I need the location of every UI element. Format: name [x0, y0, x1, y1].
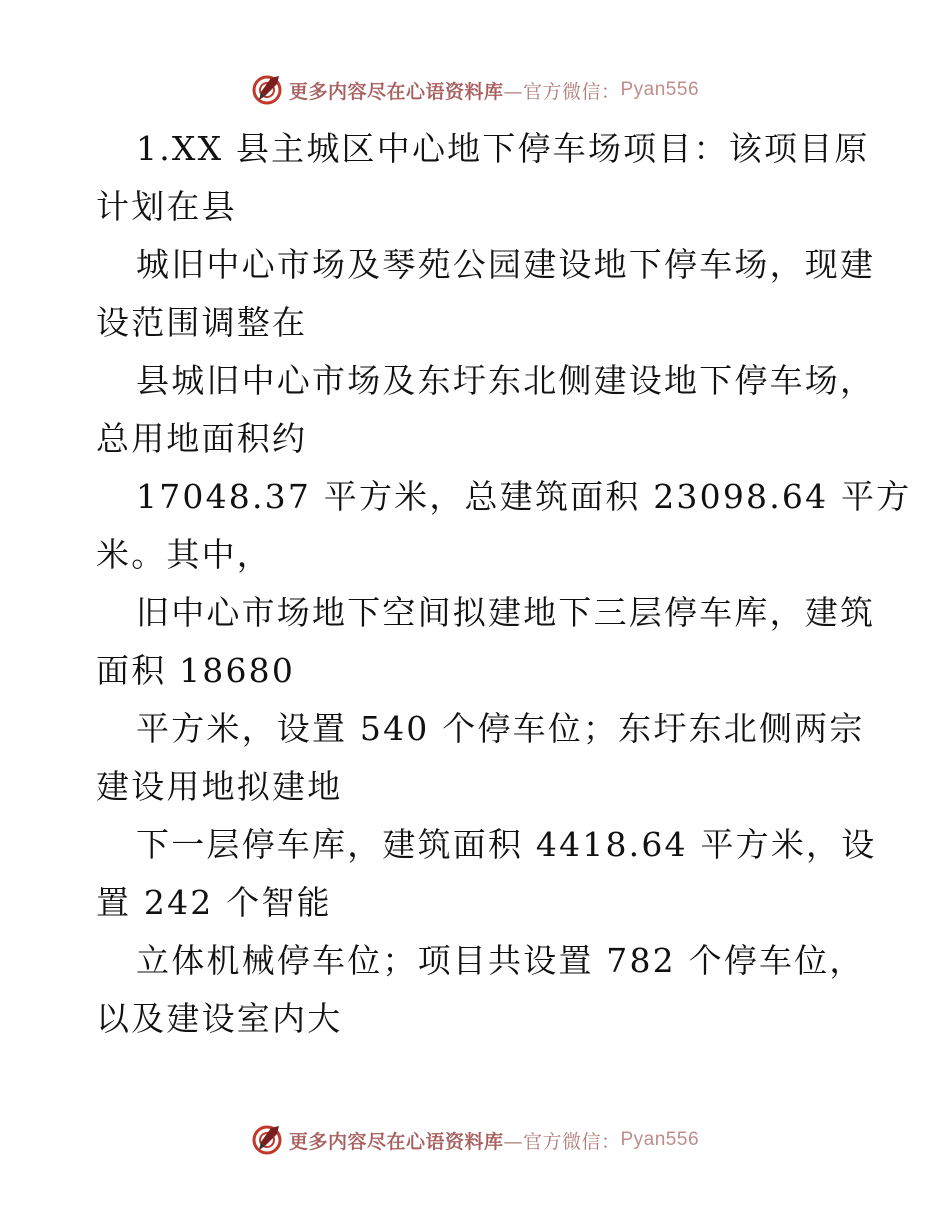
text-line: 立体机械停车位；项目共设置 782 个停车位， [136, 941, 865, 980]
text-line: 以及建设室内大 [96, 999, 343, 1038]
text-line: 平方米，设置 540 个停车位；东圩东北侧两宗 [136, 709, 865, 748]
banner-main-text: 更多内容尽在心语资料库 [288, 80, 504, 103]
text-line: 城旧中心市场及琴苑公园建设地下停车场，现建 [136, 245, 876, 284]
banner-separator: —官方微信： [503, 80, 621, 103]
text-line: 置 242 个智能 [96, 883, 332, 922]
footer-banner [0, 1120, 950, 1160]
text-line: 面积 18680 [96, 651, 296, 690]
text-line: 计划在县 [96, 187, 237, 226]
text-line: 旧中心市场地下空间拟建地下三层停车库，建筑 [136, 593, 876, 632]
banner-wechat-id: Pyan556 [620, 1129, 700, 1150]
text-line: 县城旧中心市场及东圩东北侧建设地下停车场， [136, 361, 876, 400]
banner-wechat-id: Pyan556 [620, 79, 700, 100]
pen-logo-icon [251, 74, 283, 106]
text-line: 米。其中， [96, 535, 272, 574]
text-line: 1.XX 县主城区中心地下停车场项目：该项目原 [136, 129, 870, 168]
header-banner [0, 70, 950, 110]
text-line: 建设用地拟建地 [96, 767, 343, 806]
text-line: 下一层停车库，建筑面积 4418.64 平方米，设 [136, 825, 877, 864]
banner-separator: —官方微信： [503, 1130, 621, 1153]
text-line: 17048.37 平方米，总建筑面积 23098.64 平方 [136, 477, 912, 516]
document-body [96, 120, 912, 1048]
banner-main-text: 更多内容尽在心语资料库 [288, 1130, 504, 1153]
text-line: 总用地面积约 [96, 419, 308, 458]
pen-logo-icon [251, 1124, 283, 1156]
text-line: 设范围调整在 [96, 303, 308, 342]
